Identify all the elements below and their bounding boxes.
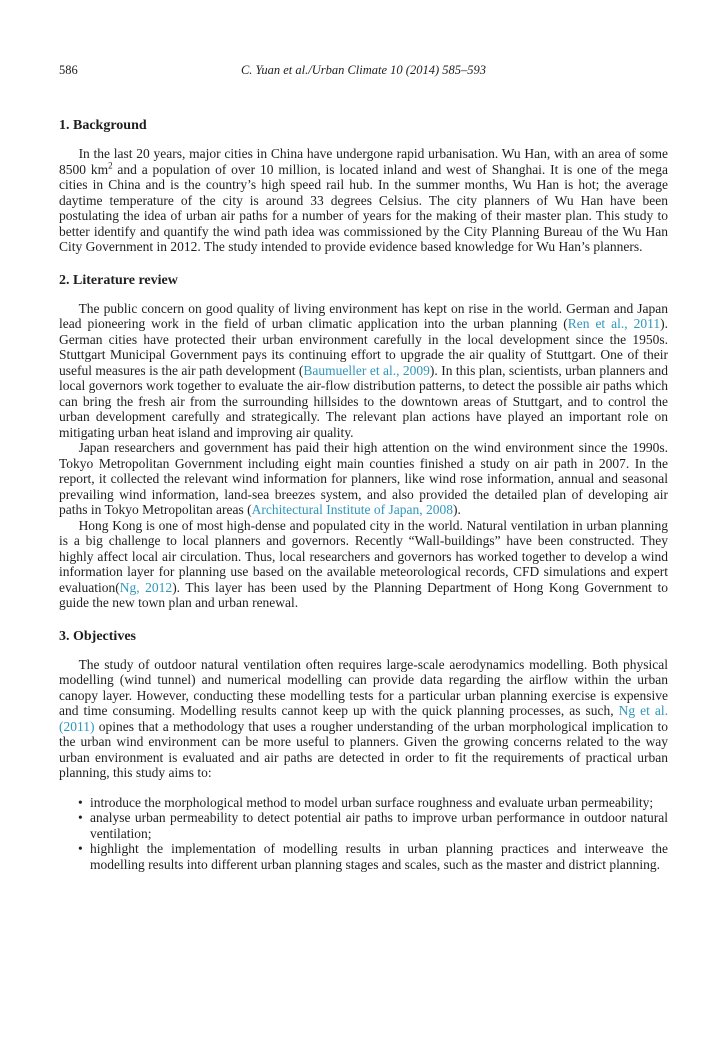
paragraph-literature-2 — [59, 440, 668, 518]
superscript-text: 2 — [108, 160, 113, 170]
citation-link[interactable]: Architectural Institute of Japan, 2008 — [251, 502, 453, 517]
running-title: C. Yuan et al./Urban Climate 10 (2014) 585–593 — [240, 63, 487, 77]
objectives-list-item-2 — [78, 810, 668, 841]
section-literature-review — [59, 272, 668, 611]
text-segment: Hong Kong is one of most high-dense and populated city in the world. Natural ventilation in urban planning is a big challenge to local planners and governors. Recently “Wall-buildings” have been constructed. They highly affect local air circulation. Thus, local researchers and governors has worked together to develop a wind information layer for planning use based on the available meteorological records, CFD simulations and expert evaluation( — [59, 517, 668, 595]
section-heading-objectives: 3. Objectives — [59, 628, 136, 644]
text-segment: opines that a methodology that uses a rougher understanding of the urban morphological implication to the urban wind environment can be more useful to planners. Given the growing concerns related to the way urban environment is evaluated and air paths are detected in order to fit the requirements of practical urban planning, this study aims to: — [59, 718, 668, 780]
objectives-list-item-3 — [78, 841, 668, 872]
running-header — [59, 62, 668, 78]
text-segment: introduce the morphological method to model urban surface roughness and evaluate urban permeability; — [90, 794, 654, 810]
page-number: 586 — [59, 63, 78, 77]
text-segment: The study of outdoor natural ventilation often requires large-scale aerodynamics modelling. Both physical modelling (wind tunnel) and numerical modelling can provide data regarding the airflow within the urban canopy layer. However, conducting these modelling tests for a particular urban planning exercise is expensive and time consuming. Modelling results cannot keep up with the quick planning processes, as such, — [59, 656, 668, 718]
paragraph-background-1 — [59, 146, 668, 255]
objectives-list-item-1 — [78, 795, 668, 811]
section-background — [59, 117, 668, 255]
text-segment: ). — [452, 502, 461, 517]
citation-link[interactable]: Ren et al., 2011 — [567, 316, 661, 331]
section-heading-literature-review: 2. Literature review — [59, 272, 178, 288]
objectives-list — [59, 795, 668, 873]
text-segment: analyse urban permeability to detect potential air paths to improve urban performance in outdoor natural ventilation; — [90, 810, 668, 841]
text-segment: and a population of over 10 million, is located inland and west of Shanghai. It is one of the mega cities in China and is the country’s high speed rail hub. In the summer months, Wu Han is hot; the average daytime temperature of the city is around 33 degrees Celsius. The city planners of Wu Han have been postulating the idea of urban air paths for a number of years for the making of their master plan. This study to better identify and quantify the wind path idea was commissioned by the City Planning Bureau of the Wu Han City Government in 2012. The study intended to provide evidence based knowledge for Wu Han’s planners. — [59, 161, 668, 254]
paragraph-literature-1 — [59, 301, 668, 441]
paragraph-literature-3 — [59, 518, 668, 611]
text-segment: The public concern on good quality of living environment has kept on rise in the world. German and Japan lead pioneering work in the field of urban climatic application into the urban planning ( — [59, 300, 668, 331]
text-segment: ). German cities have protected their urban environment carefully in the local development since the 1950s. Stuttgart Municipal Government pays its continuing effort to upgrade the air quality of Stuttgart. One of their useful measures is the air path development ( — [59, 316, 668, 378]
paragraph-objectives-1 — [59, 657, 668, 781]
section-objectives — [59, 628, 668, 873]
text-segment: Japan researchers and government has paid their high attention on the wind environment since the 1990s. Tokyo Metropolitan Government including eight main counties finished a study on air path in 2007. In the report, it collected the relevant wind information for planners, like wind rose information, annual and seasonal prevailing wind information, land-sea breezes system, and also provided the detailed plan of developing air paths in Tokyo Metropolitan areas ( — [59, 440, 668, 517]
text-segment: ). In this plan, scientists, urban planners and local governors work together to evaluate the air-flow distribution patterns, to detect the possible air paths which can bring the fresh air from the surrounding hillsides to the downtown areas of Stuttgart, and to control the urban development carefully and strategically. The relevant plan actions have played an important role on mitigating urban heat island and improving air quality. — [59, 362, 668, 440]
text-segment: ). This layer has been used by the Planning Department of Hong Kong Government to guide the new town plan and urban renewal. — [59, 579, 668, 610]
citation-link[interactable]: Baumueller et al., 2009 — [303, 362, 430, 378]
citation-link[interactable]: Ng et al. (2011) — [59, 703, 668, 734]
section-heading-background: 1. Background — [59, 118, 147, 133]
citation-link[interactable]: Ng, 2012 — [119, 579, 173, 595]
text-segment: highlight the implementation of modelling results in urban planning practices and interweave the modelling results into different urban planning stages and scales, such as the master and district planning. — [90, 841, 668, 872]
text-segment: In the last 20 years, major cities in China have undergone rapid urbanisation. Wu Han, with an area of some 8500 km — [59, 146, 668, 177]
